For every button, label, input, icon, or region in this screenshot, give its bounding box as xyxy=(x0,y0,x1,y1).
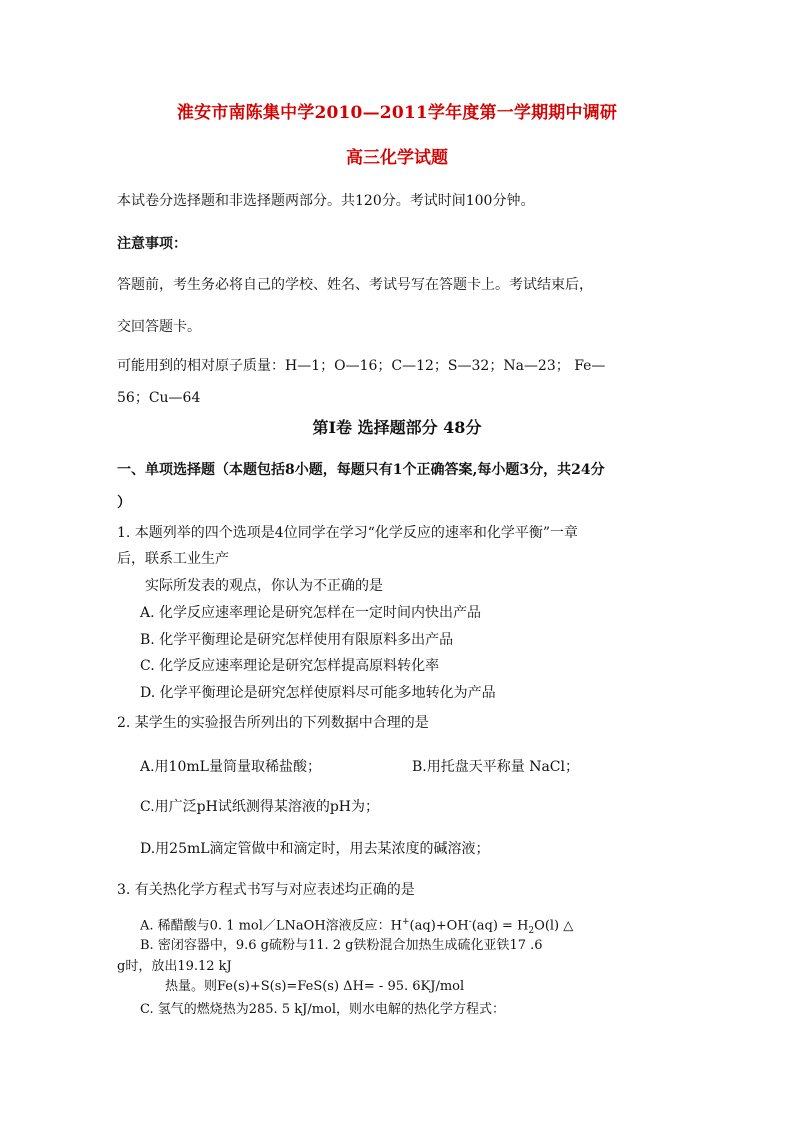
q2-option-c: C.用广泛pH试纸测得某溶液的pH为； xyxy=(140,799,380,815)
q1-option-b: B. 化学平衡理论是研究怎样使用有限原料多出产品 xyxy=(140,632,454,648)
atomic-mass-line-2: 56；Cu—64 xyxy=(117,390,201,406)
q1-option-c: C. 化学反应速率理论是研究怎样提高原料转化率 xyxy=(140,658,440,674)
q1-stem-line-1: 1. 本题列举的四个选项是4位同学在学习“化学反应的速率和化学平衡”一章 xyxy=(117,525,579,541)
q1-stem-line-3: 实际所发表的观点，你认为不正确的是 xyxy=(145,578,383,594)
section-instruction-line-1: 一、单项选择题（本题包括8小题，每题只有1个正确答案,每小题3分，共24分 xyxy=(117,462,605,478)
exam-subtitle: 高三化学试题 xyxy=(346,148,448,168)
q3-option-b-line-1: B. 密闭容器中，9.6 g硫粉与11. 2 g铁粉混合加热生成硫化亚铁17 .6 xyxy=(140,938,543,953)
notes-line-1: 答题前，考生务必将自己的学校、姓名、考试号写在答题卡上。考试结束后， xyxy=(117,277,593,293)
q3-option-a-sub: 2 xyxy=(528,925,535,936)
q2-option-a: A.用10mL量筒量取稀盐酸； xyxy=(140,759,321,775)
q3-option-a xyxy=(140,913,573,940)
q3-option-a-mid2: (aq) = H xyxy=(471,918,529,934)
q2-stem: 2. 某学生的实验报告所列出的下列数据中合理的是 xyxy=(117,715,429,731)
atomic-mass-line-1: 可能用到的相对原子质量：H—1；O—16；C—12；S—32；Na—23； Fe— xyxy=(117,358,606,374)
q3-option-a-end: O(l) △ xyxy=(534,918,574,934)
notes-line-2: 交回答题卡。 xyxy=(117,319,201,335)
section-heading: 第I卷 选择题部分 48分 xyxy=(312,418,482,437)
exam-title: 淮安市南陈集中学2010—2011学年度第一学期期中调研 xyxy=(176,103,618,123)
q3-option-a-mid: (aq)+OH xyxy=(409,918,469,934)
q1-option-d: D. 化学平衡理论是研究怎样使原料尽可能多地转化为产品 xyxy=(140,685,496,701)
q3-option-a-sup1: + xyxy=(402,917,410,927)
q1-option-a: A. 化学反应速率理论是研究怎样在一定时间内快出产品 xyxy=(140,605,482,621)
q2-option-b: B.用托盘天平称量 NaCl； xyxy=(412,759,579,775)
section-instruction-line-2: ） xyxy=(117,495,131,511)
exam-info: 本试卷分选择题和非选择题两部分。共120分。考试时间100分钟。 xyxy=(117,193,535,209)
q3-option-a-sup2: - xyxy=(468,917,472,927)
q3-option-a-text: A. 稀醋酸与0. 1 mol／LNaOH溶液反应：H xyxy=(140,918,402,934)
q3-option-b-line-3: 热量。则Fe(s)+S(s)=FeS(s) ΔH= - 95. 6KJ/mol xyxy=(165,979,465,994)
q3-option-b-line-2: g时，放出19.12 kJ xyxy=(117,959,232,974)
q1-stem-line-2: 后，联系工业生产 xyxy=(117,551,229,567)
q2-option-d: D.用25mL滴定管做中和滴定时，用去某浓度的碱溶液； xyxy=(140,841,490,857)
notes-heading: 注意事项： xyxy=(117,236,187,252)
q3-stem: 3. 有关热化学方程式书写与对应表述均正确的是 xyxy=(117,882,415,898)
q3-option-c: C. 氢气的燃烧热为285. 5 kJ/mol，则水电解的热化学方程式： xyxy=(140,1002,506,1017)
